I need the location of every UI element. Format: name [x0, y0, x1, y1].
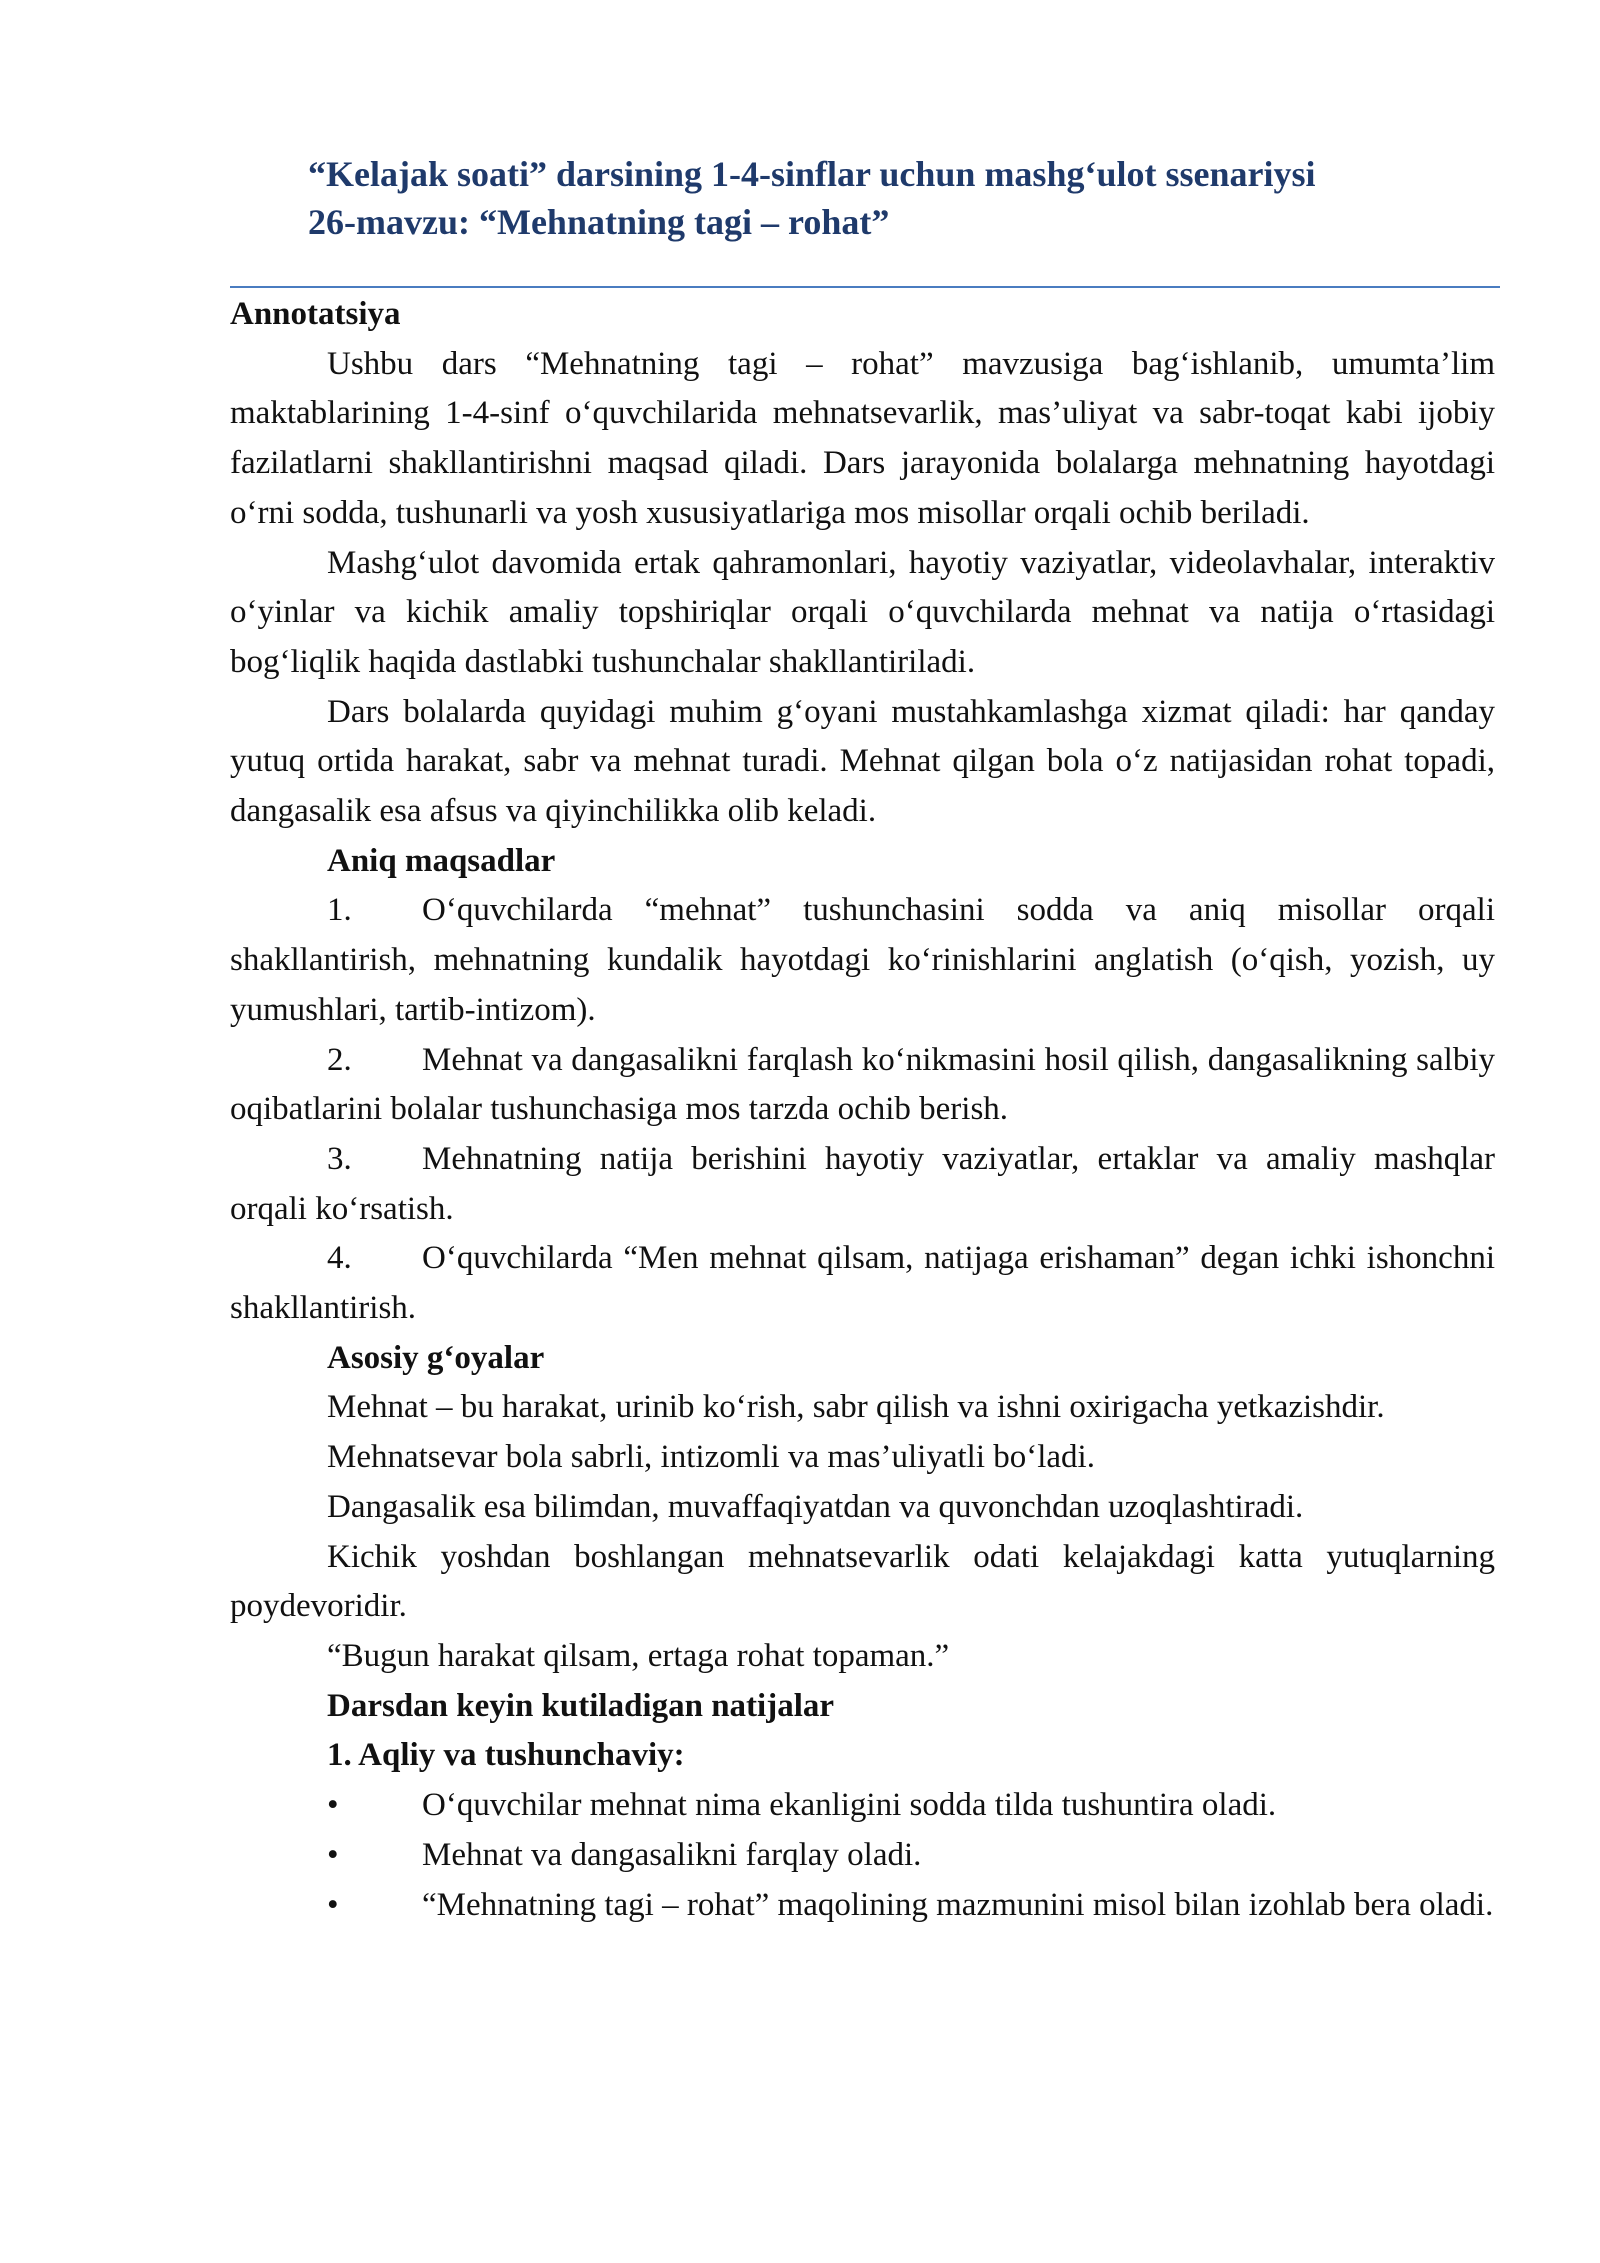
goal-number: 1. [327, 892, 352, 929]
goal-item [230, 1135, 1495, 1234]
goal-item [230, 1234, 1495, 1333]
goal-text: O‘quvchilarda “mehnat” tushunchasini sodda va aniq misollar orqali shakllantirish, mehnatning kundalik hayotdagi ko‘rinishlarini anglatish (o‘qish, yozish, uy yumushlari, tartib-intizom). [230, 892, 1495, 1028]
annotation-paragraph: Dars bolalarda quyidagi muhim g‘oyani mustahkamlashga xizmat qiladi: har qanday yutuq ortida harakat, sabr va mehnat turadi. Mehnat qilgan bola o‘z natijasidan rohat topadi, dangasalik esa afsus va qiyinchilikka olib keladi. [230, 693, 1495, 830]
annotation-paragraph: Mashg‘ulot davomida ertak qahramonlari, hayotiy vaziyatlar, videolavhalar, interaktiv o‘yinlar va kichik amaliy topshiriqlar orqali o‘quvchilarda mehnat va natija o‘rtasidagi bog‘liqlik haqida dastlabki tushunchalar shakllantiriladi. [230, 544, 1495, 680]
topic-title: 26-mavzu: “Mehnatning tagi – rohat” [308, 202, 890, 242]
goal-number: 2. [327, 1041, 352, 1078]
result-bullet [230, 1881, 1495, 1931]
bullet-text: Mehnat va dangasalikni farqlay oladi. [422, 1836, 922, 1873]
results-subheading: 1. Aqliy va tushunchaviy: [327, 1737, 685, 1774]
document-header [308, 150, 1508, 246]
idea-paragraph: Dangasalik esa bilimdan, muvaffaqiyatdan va quvonchdan uzoqlashtiradi. [327, 1488, 1304, 1525]
bullet-text: “Mehnatning tagi – rohat” maqolining mazmunini misol bilan izohlab bera oladi. [422, 1886, 1494, 1923]
idea-paragraph: Mehnatsevar bola sabrli, intizomli va mas’uliyatli bo‘ladi. [327, 1439, 1095, 1476]
goal-item [230, 886, 1495, 1035]
results-heading: Darsdan keyin kutiladigan natijalar [327, 1687, 835, 1724]
annotation-paragraph: Ushbu dars “Mehnatning tagi – rohat” mavzusiga bag‘ishlanib, umumta’lim maktablarining 1-4-sinf o‘quvchilarida mehnatsevarlik, mas’uliyat va sabr-toqat kabi ijobiy fazilatlarni shakllantirishni maqsad qiladi. Dars jarayonida bolalarga mehnatning hayotdagi o‘rni sodda, tushunarli va yosh xususiyatlariga mos misollar orqali ochib beriladi. [230, 345, 1495, 531]
goal-number: 3. [327, 1140, 352, 1177]
goal-number: 4. [327, 1240, 352, 1277]
ideas-heading: Asosiy g‘oyalar [327, 1339, 545, 1376]
idea-paragraph: Kichik yoshdan boshlangan mehnatsevarlik odati kelajakdagi katta yutuqlarning poydevoridir. [230, 1538, 1495, 1625]
goal-text: Mehnatning natija berishini hayotiy vaziyatlar, ertaklar va amaliy mashqlar orqali ko‘rsatish. [230, 1140, 1495, 1227]
bullet-marker: • [327, 1836, 339, 1873]
result-bullet [230, 1831, 1495, 1881]
document-body [230, 290, 1495, 1930]
idea-paragraph: Mehnat – bu harakat, urinib ko‘rish, sabr qilish va ishni oxirigacha yetkazishdir. [327, 1389, 1385, 1426]
document-title: “Kelajak soati” darsining 1-4-sinflar uchun mashg‘ulot ssenariysi [308, 154, 1316, 194]
bullet-marker: • [327, 1886, 339, 1923]
annotation-heading: Annotatsiya [230, 296, 401, 332]
goal-item [230, 1036, 1495, 1135]
goal-text: O‘quvchilarda “Men mehnat qilsam, natijaga erishaman” degan ichki ishonchni shakllantirish. [230, 1240, 1495, 1327]
goals-heading: Aniq maqsadlar [327, 842, 556, 879]
header-divider [230, 286, 1500, 288]
result-bullet [230, 1781, 1495, 1831]
bullet-marker: • [327, 1787, 339, 1824]
bullet-text: O‘quvchilar mehnat nima ekanligini sodda tilda tushuntira oladi. [422, 1787, 1277, 1824]
idea-quote: “Bugun harakat qilsam, ertaga rohat topaman.” [327, 1637, 950, 1674]
goal-text: Mehnat va dangasalikni farqlash ko‘nikmasini hosil qilish, dangasalikning salbiy oqibatlarini bolalar tushunchasiga mos tarzda ochib berish. [230, 1041, 1495, 1128]
